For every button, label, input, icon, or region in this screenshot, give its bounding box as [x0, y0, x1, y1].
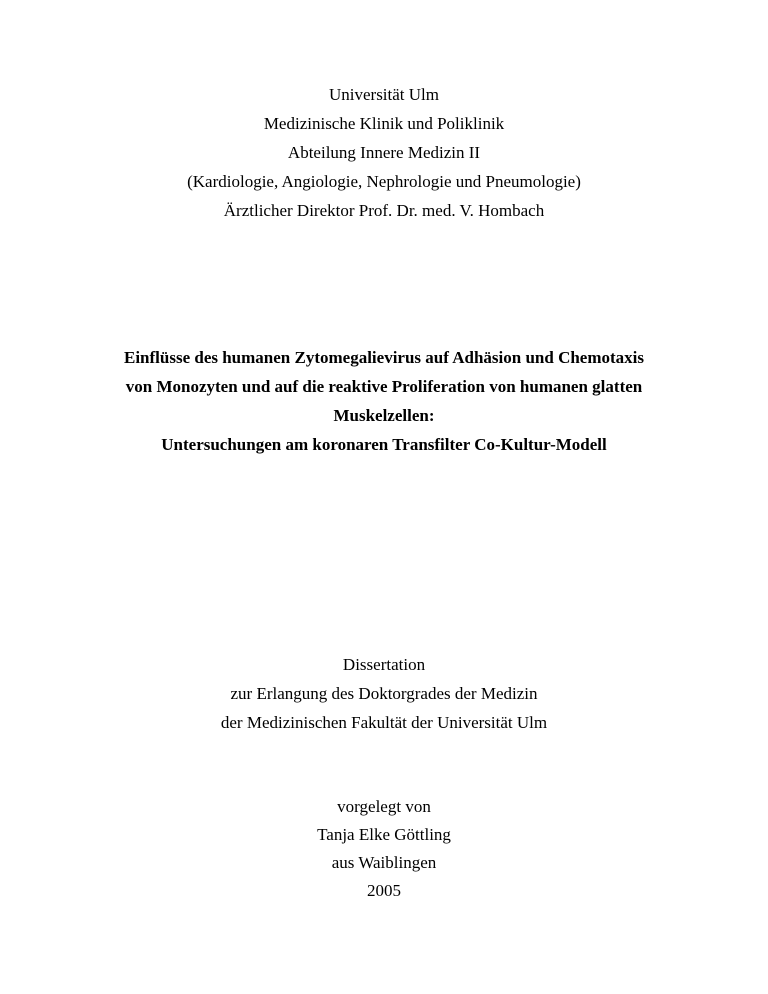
department-name: Abteilung Innere Medizin II: [287, 143, 481, 162]
publication-year: 2005: [367, 881, 401, 900]
thesis-subtitle: Untersuchungen am koronaren Transfilter Co-Kultur-Modell: [161, 435, 607, 454]
dissertation-info: [0, 650, 768, 737]
document-type: Dissertation: [342, 655, 426, 674]
title-line-3: Muskelzellen:: [333, 406, 435, 425]
faculty-name: der Medizinischen Fakultät der Universität Ulm: [220, 713, 548, 732]
institution-header: [0, 80, 768, 225]
author-name: Tanja Elke Göttling: [317, 825, 451, 844]
title-line-1: Einflüsse des humanen Zytomegalievirus auf Adhäsion und Chemotaxis: [123, 348, 645, 367]
presented-by-label: vorgelegt von: [337, 797, 431, 816]
author-origin: aus Waiblingen: [331, 853, 437, 872]
thesis-title: [0, 343, 768, 459]
clinic-name: Medizinische Klinik und Poliklinik: [263, 114, 505, 133]
title-line-2: von Monozyten und auf die reaktive Proliferation von humanen glatten: [125, 377, 643, 396]
department-specialties: (Kardiologie, Angiologie, Nephrologie und Pneumologie): [187, 172, 581, 191]
medical-director: Ärztlicher Direktor Prof. Dr. med. V. Hombach: [223, 201, 545, 220]
university-name: Universität Ulm: [328, 85, 439, 104]
degree-purpose: zur Erlangung des Doktorgrades der Medizin: [230, 684, 538, 703]
author-info: [0, 793, 768, 905]
